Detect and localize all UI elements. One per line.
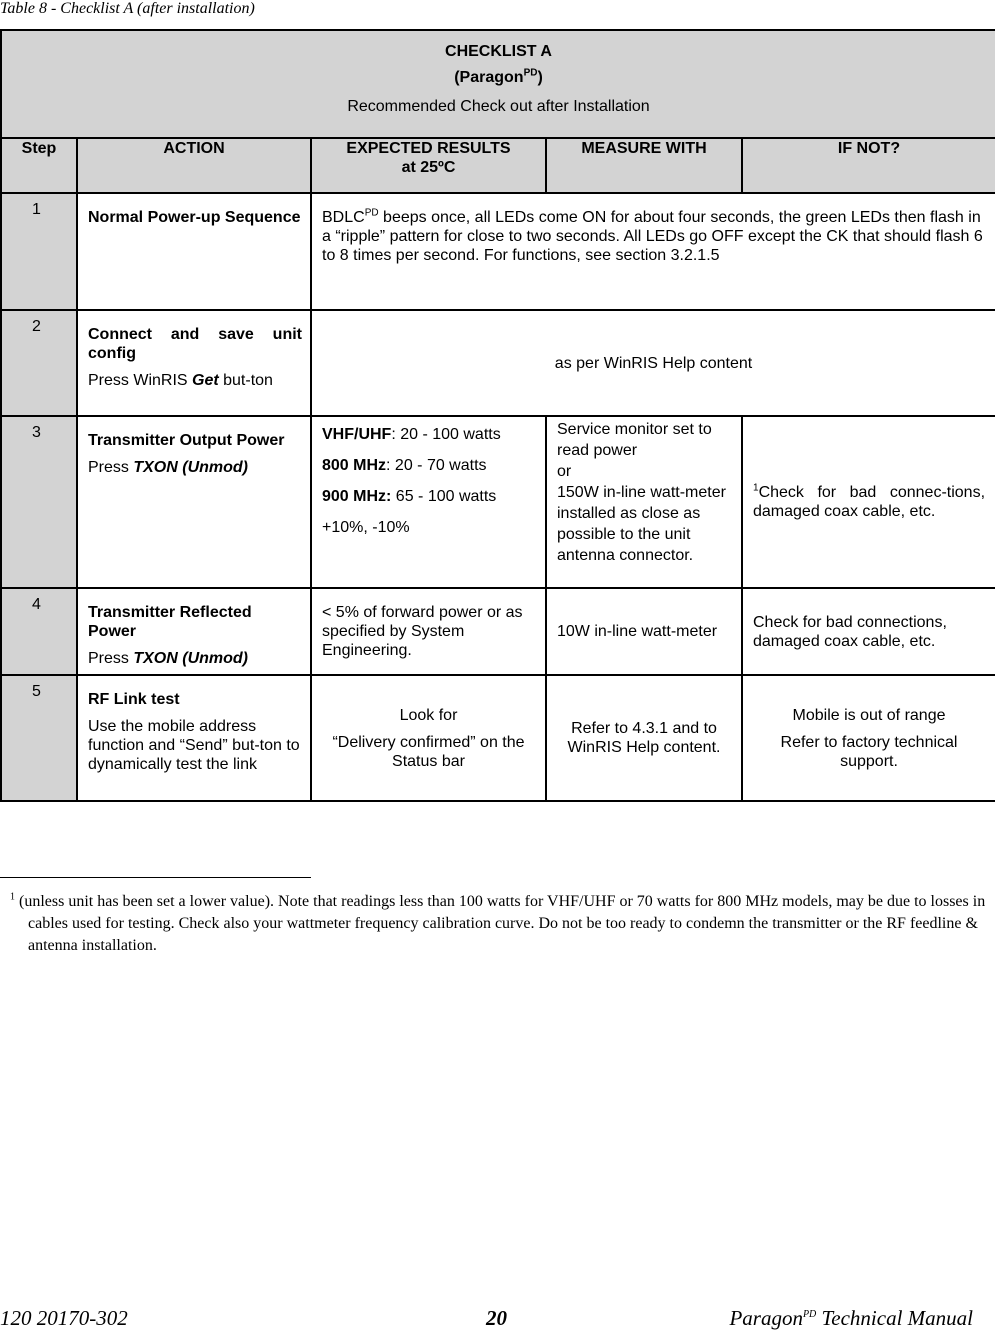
table-row xyxy=(1,193,995,310)
measure-cell: 10W in-line watt-meter xyxy=(546,588,742,675)
footnote-marker: 1 xyxy=(10,891,15,903)
action-instruction: Press TXON (Unmod) xyxy=(88,650,248,667)
checklist-title: CHECKLIST A xyxy=(445,43,552,60)
command-name: TXON (Unmod) xyxy=(133,459,248,476)
expected-cell xyxy=(311,416,546,588)
measure-cell: Refer to 4.3.1 and to WinRIS Help content. xyxy=(546,675,742,801)
action-cell xyxy=(77,310,311,416)
table-title-row xyxy=(1,30,995,138)
action-cell xyxy=(77,193,311,310)
action-instruction: Press TXON (Unmod) xyxy=(88,459,248,476)
page-footer xyxy=(0,1306,995,1330)
step-number: 4 xyxy=(1,588,77,675)
step-number: 1 xyxy=(1,193,77,310)
action-cell xyxy=(77,416,311,588)
checklist-subtitle: Recommended Check out after Installation xyxy=(347,98,650,115)
ifnot-cell: $^1$Check for bad connec-tions, damaged coax cable, etc. xyxy=(742,416,995,588)
result-line: 800 MHz: 20 - 70 watts xyxy=(322,457,487,474)
step-number: 3 xyxy=(1,416,77,588)
expected-cell: as per WinRIS Help content xyxy=(311,310,995,416)
table-title-cell xyxy=(1,30,995,138)
action-title: RF Link test xyxy=(88,691,180,708)
document-number: 120 20170-302 xyxy=(0,1306,128,1330)
step-number: 2 xyxy=(1,310,77,416)
header-step: Step xyxy=(1,138,77,193)
action-description: Use the mobile address function and “Send” but-ton to dynamically test the link xyxy=(88,718,300,773)
checklist-table xyxy=(0,29,995,802)
footnote-separator xyxy=(0,877,311,878)
action-title: Transmitter Reflected Power xyxy=(88,604,252,640)
command-name: TXON (Unmod) xyxy=(133,650,248,667)
measure-cell: Service monitor set to read power or 150W in-line watt-meter installed as close as possible to the unit antenna connector. xyxy=(546,416,742,588)
expected-cell: Look for “Delivery confirmed” on the Status bar xyxy=(311,675,546,801)
action-title: Connect and save unit config xyxy=(88,326,302,362)
table-row xyxy=(1,416,995,588)
action-title: Transmitter Output Power xyxy=(88,432,285,449)
ifnot-cell: Mobile is out of range Refer to factory technical support. xyxy=(742,675,995,801)
result-line: VHF/UHF: 20 - 100 watts xyxy=(322,426,501,443)
action-title: Normal Power-up Sequence xyxy=(88,209,301,226)
table-row xyxy=(1,675,995,801)
header-expected: EXPECTED RESULTS at 25ºC xyxy=(311,138,546,193)
page-number: 20 xyxy=(486,1306,507,1330)
table-row xyxy=(1,588,995,675)
table-row xyxy=(1,310,995,416)
header-action: ACTION xyxy=(77,138,311,193)
header-ifnot: IF NOT? xyxy=(742,138,995,193)
checklist-product: (Paragon$^{PD}$) xyxy=(454,67,543,86)
tolerance: +10%, -10% xyxy=(322,519,410,536)
table-caption: Table 8 - Checklist A (after installation) xyxy=(0,0,255,17)
footnote-text: (unless unit has been set a lower value). Note that readings less than 100 watts for VHF/UHF or 70 watts for 800 MHz models, may be due to losses in cables used for testing. Check also your wattmeter frequency calibration curve. Do not be too ready to condemn the transmitter or the RF feedline & antenna installation. xyxy=(15,893,986,954)
expected-cell: < 5% of forward power or as specified by System Engineering. xyxy=(311,588,546,675)
result-line: 900 MHz: 65 - 100 watts xyxy=(322,488,497,505)
command-name: Get xyxy=(192,372,219,389)
action-instruction: Press WinRIS Get but-ton xyxy=(88,372,273,389)
header-measure: MEASURE WITH xyxy=(546,138,742,193)
step-number: 5 xyxy=(1,675,77,801)
action-cell xyxy=(77,588,311,675)
ifnot-cell: Check for bad connections, damaged coax cable, etc. xyxy=(742,588,995,675)
table-header-row xyxy=(1,138,995,193)
footnote xyxy=(10,891,995,957)
expected-cell: $BDLC^{PD}$ beeps once, all LEDs come ON for about four seconds, the green LEDs then flash in a “ripple” pattern for close to two seconds. All LEDs go OFF except the CK that should flash 6 to 8 times per second. For functions, see section 3.2.1.5 xyxy=(311,193,995,310)
manual-name: Paragon$^{PD}$ Technical Manual xyxy=(729,1306,973,1330)
action-cell xyxy=(77,675,311,801)
